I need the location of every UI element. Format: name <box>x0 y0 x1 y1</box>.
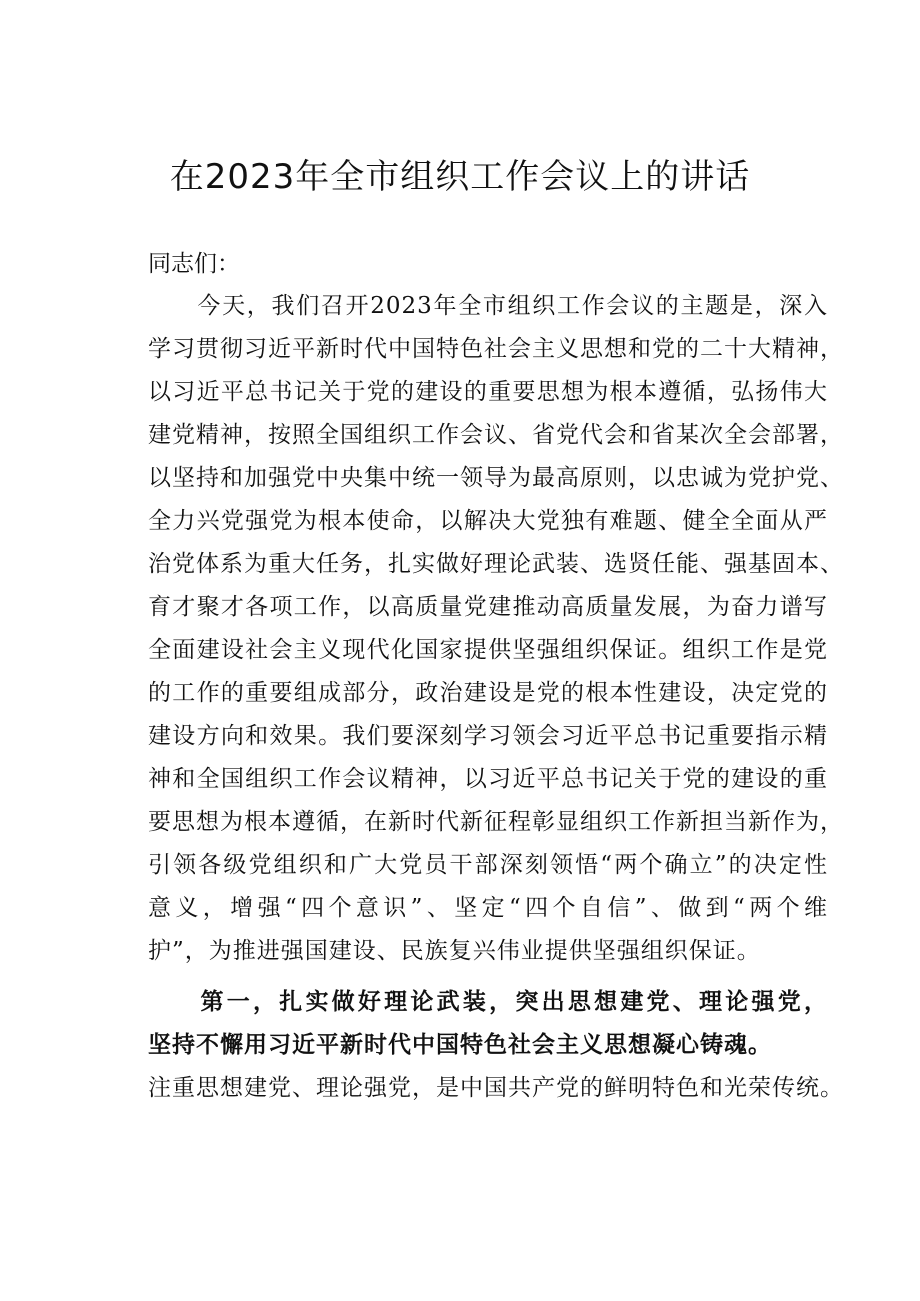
paragraph-line: 建设方向和效果。我们要深刻学习领会习近平总书记重要指示精 <box>148 723 828 749</box>
heading-line: 坚持不懈用习近平新时代中国特色社会主义思想凝心铸魂。 <box>148 1032 772 1058</box>
paragraph-line: 今天，我们召开2023年全市组织工作会议的主题是，深入 <box>148 293 828 319</box>
paragraph-line: 全面建设社会主义现代化国家提供坚强组织保证。组织工作是党 <box>148 637 828 663</box>
paragraph-line: 意义，增强“四个意识”、坚定“四个自信”、做到“两个维 <box>148 895 828 921</box>
paragraph-line: 护”，为推进强国建设、民族复兴伟业提供坚强组织保证。 <box>148 938 761 964</box>
paragraph-line: 育才聚才各项工作，以高质量党建推动高质量发展，为奋力谱写 <box>148 594 828 620</box>
paragraph-line: 引领各级党组织和广大党员干部深刻领悟“两个确立”的决定性 <box>148 852 828 878</box>
paragraph-line: 治党体系为重大任务，扎实做好理论武装、选贤任能、强基固本、 <box>148 551 844 577</box>
paragraph-line: 注重思想建党、理论强党，是中国共产党的鲜明特色和光荣传统。 <box>148 1075 844 1101</box>
paragraph-line: 的工作的重要组成部分，政治建设是党的根本性建设，决定党的 <box>148 680 828 706</box>
paragraph-line: 要思想为根本遵循，在新时代新征程彰显组织工作新担当新作为， <box>148 809 844 835</box>
paragraph-line: 神和全国组织工作会议精神，以习近平总书记关于党的建设的重 <box>148 766 828 792</box>
paragraph-line: 全力兴党强党为根本使命，以解决大党独有难题、健全全面从严 <box>148 508 828 534</box>
document-title: 在2023年全市组织工作会议上的讲话 <box>169 157 751 197</box>
salutation: 同志们： <box>148 251 240 277</box>
paragraph-line: 学习贯彻习近平新时代中国特色社会主义思想和党的二十大精神， <box>148 336 844 362</box>
heading-line: 第一，扎实做好理论武装，突出思想建党、理论强党， <box>148 989 828 1015</box>
paragraph-line: 建党精神，按照全国组织工作会议、省党代会和省某次全会部署， <box>148 422 844 448</box>
paragraph-line: 以坚持和加强党中央集中统一领导为最高原则，以忠诚为党护党、 <box>148 465 844 491</box>
paragraph-line: 以习近平总书记关于党的建设的重要思想为根本遵循，弘扬伟大 <box>148 379 828 405</box>
